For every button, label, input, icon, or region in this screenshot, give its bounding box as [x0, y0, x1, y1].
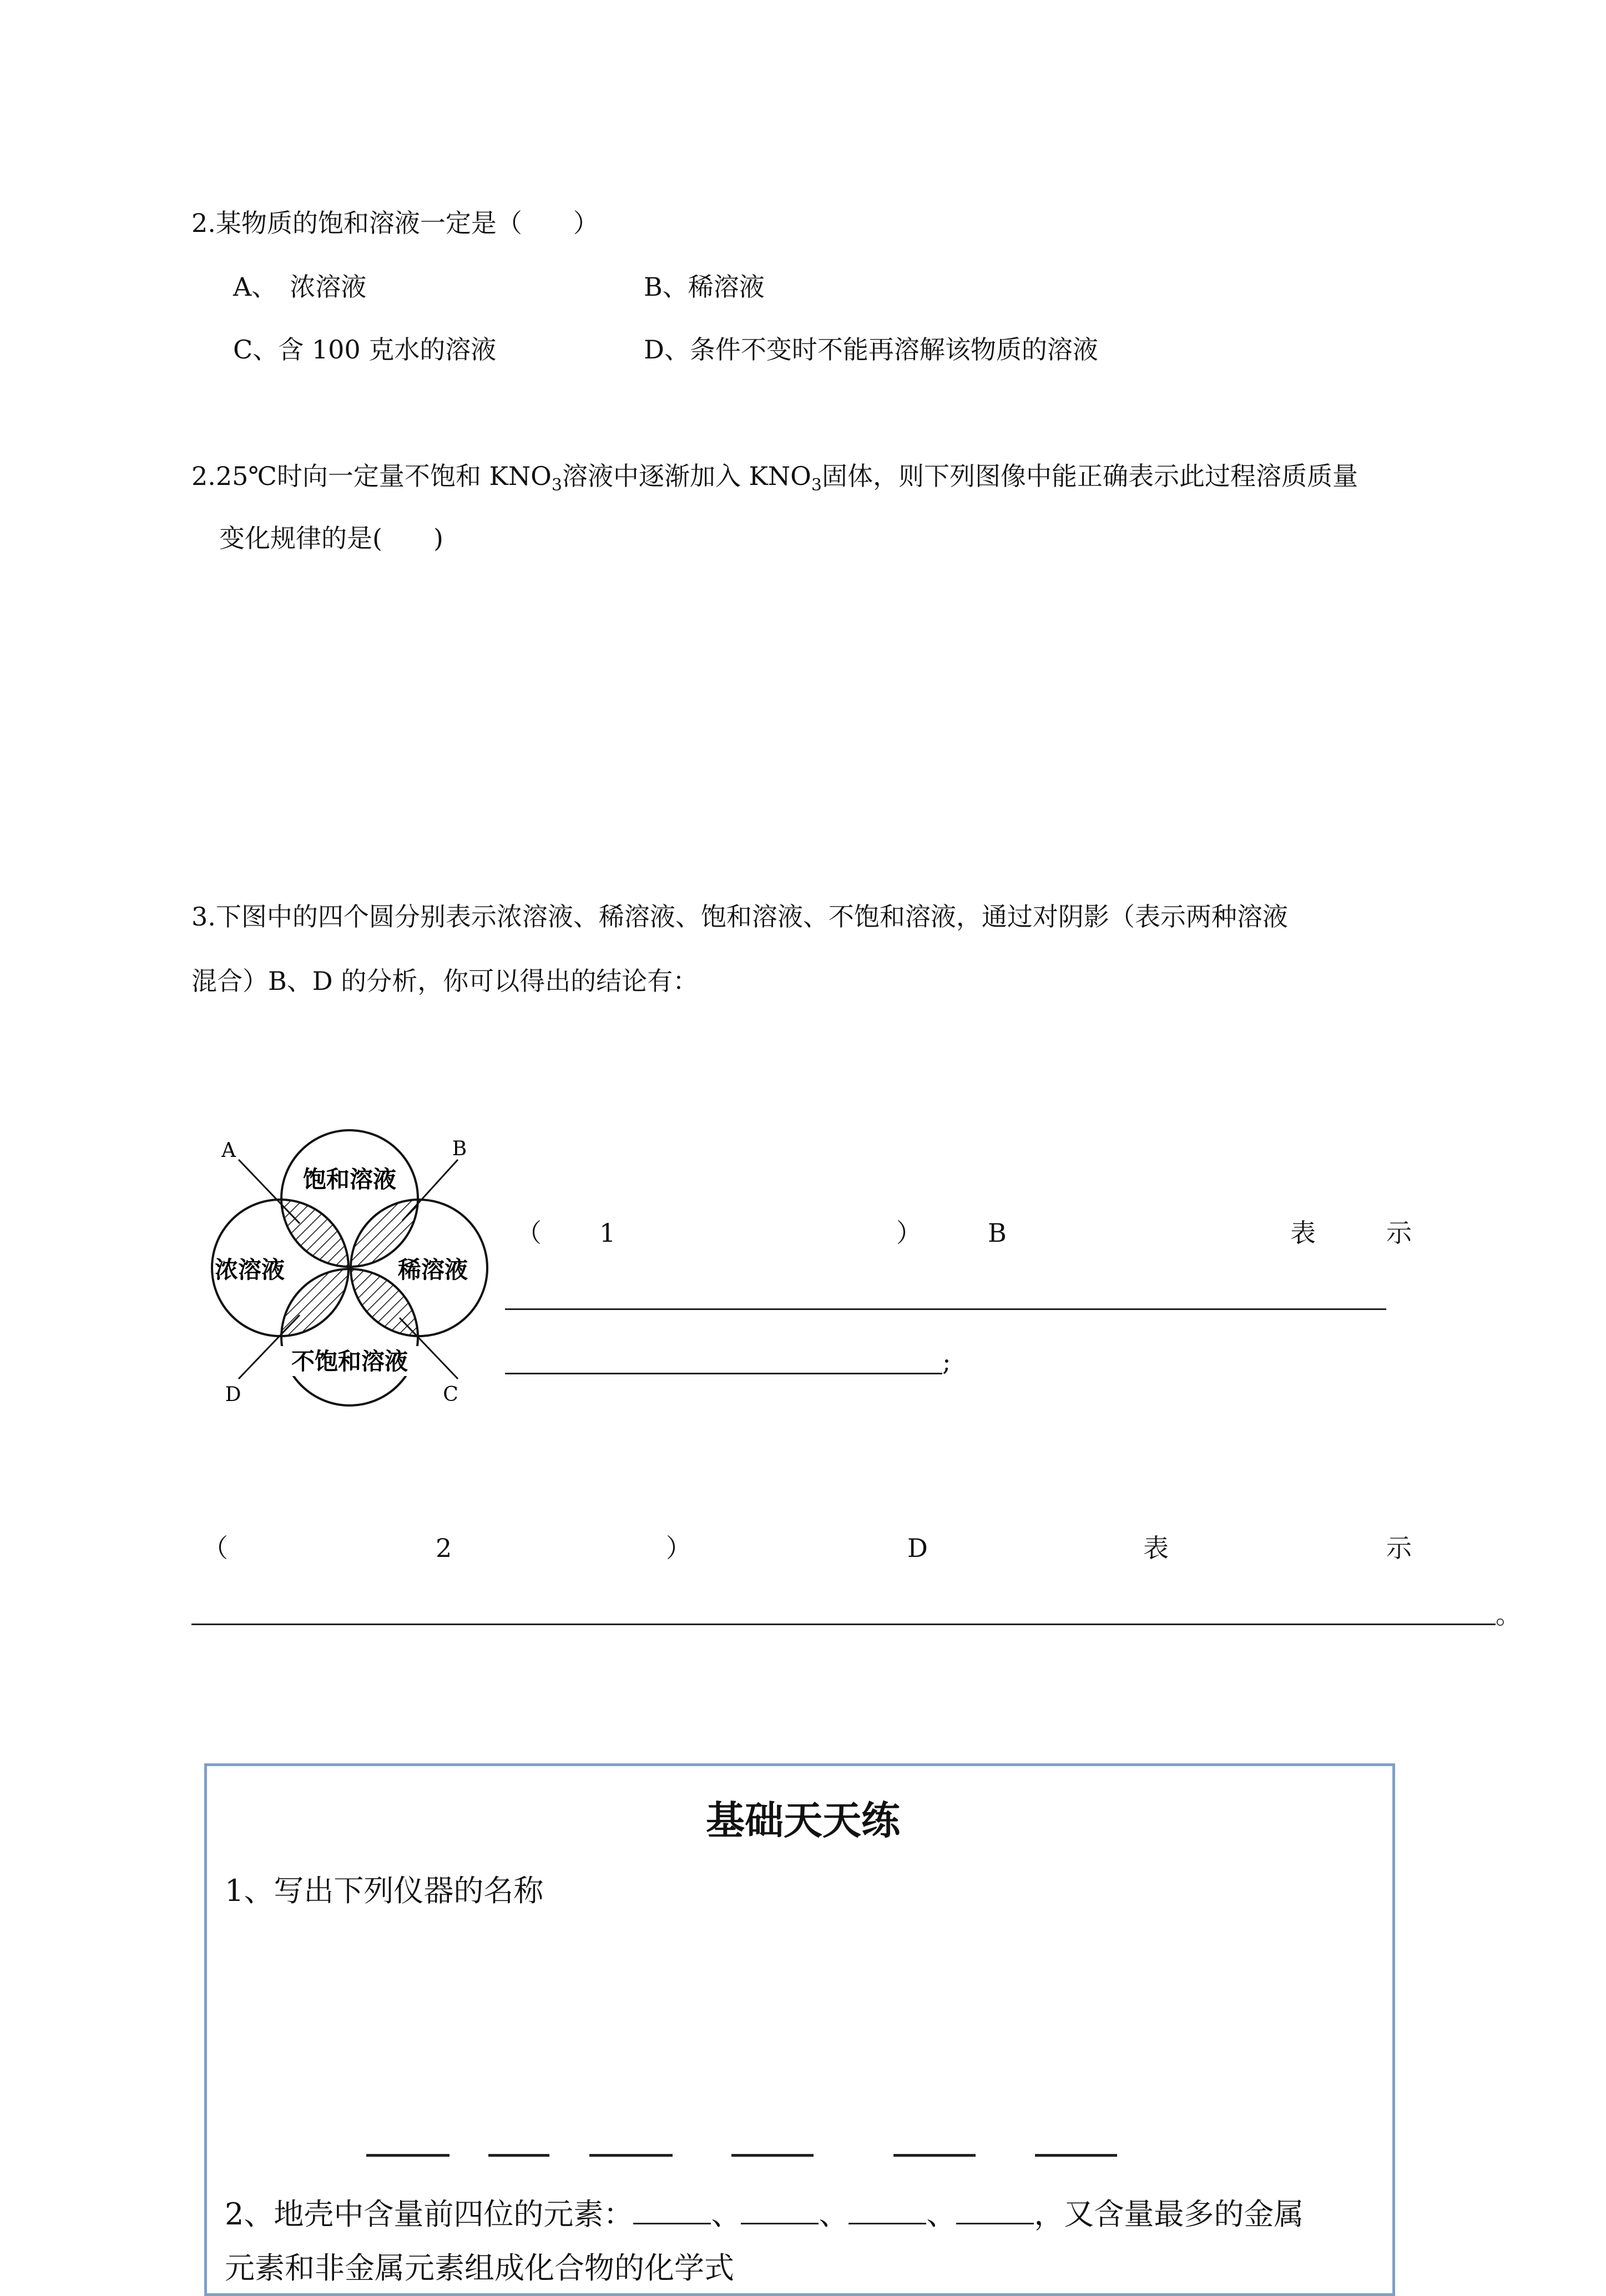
- venn-diagram: [200, 1126, 499, 1426]
- question-2-line-2: 变化规律的是( ): [219, 523, 443, 553]
- element-blank-4: [956, 2198, 1034, 2224]
- practice-item-2-line-2: 元素和非金属元素组成化合物的化学式: [225, 2251, 734, 2285]
- blank-5: [893, 2154, 976, 2157]
- blank-6: [1035, 2154, 1117, 2157]
- sep-1: 、: [711, 2197, 741, 2232]
- question-3-line-1: 3.下图中的四个圆分别表示浓溶液、稀溶液、饱和溶液、不饱和溶液，通过对阴影（表示两种溶液: [191, 902, 1288, 932]
- part-2-open: （: [203, 1533, 228, 1563]
- blank-2: [488, 2154, 549, 2157]
- practice-item-2: [225, 2196, 1304, 2233]
- part-2-letter: D: [907, 1533, 928, 1563]
- question-3-line-2: 混合）B、D 的分析，你可以得出的结论有：: [191, 966, 699, 996]
- label-unsaturated: 不饱和溶液: [291, 1348, 408, 1375]
- label-d: D: [225, 1383, 241, 1406]
- part-1-number: 1: [599, 1218, 616, 1248]
- answer-line-2: [191, 1624, 1496, 1625]
- option-a: A、 浓溶液: [233, 272, 367, 302]
- sep-2: 、: [819, 2197, 849, 2232]
- sep-3: 、: [926, 2197, 957, 2232]
- part-2-word-1: 表: [1143, 1533, 1169, 1563]
- part-1-open: （: [516, 1218, 542, 1248]
- part-2-word-2: 示: [1386, 1533, 1412, 1563]
- circle-unsaturated: [281, 1269, 418, 1405]
- question-1-stem: 2.某物质的饱和溶液一定是（ ）: [191, 208, 599, 238]
- element-blank-2: [741, 2198, 819, 2224]
- q2-subscript-1: 3: [551, 476, 562, 495]
- option-c: C、含 100 克水的溶液: [233, 335, 497, 365]
- part-1-end: ;: [942, 1347, 951, 1377]
- question-2-line-1: [191, 459, 1358, 502]
- q2-text-2: 溶液中逐渐加入 KNO: [562, 461, 811, 491]
- label-b: B: [452, 1137, 467, 1160]
- blank-1: [366, 2154, 450, 2157]
- part-2-close: ）: [666, 1533, 691, 1563]
- label-dilute: 稀溶液: [397, 1256, 468, 1283]
- label-c: C: [443, 1383, 458, 1406]
- item-2-tail: ，又含量最多的金属: [1034, 2197, 1304, 2232]
- label-a: A: [221, 1139, 236, 1162]
- q2-text-1: 2.25℃时向一定量不饱和 KNO: [191, 461, 552, 491]
- part-2-end: 。: [1496, 1600, 1521, 1630]
- answer-line-1b: [505, 1373, 942, 1374]
- blank-4: [731, 2154, 814, 2157]
- element-blank-1: [633, 2198, 711, 2224]
- option-b: B、稀溶液: [644, 272, 765, 302]
- answer-line-1a: [505, 1308, 1386, 1310]
- blank-3: [589, 2154, 673, 2157]
- part-1-letter: B: [988, 1218, 1007, 1248]
- circle-saturated: [281, 1130, 418, 1267]
- practice-item-1: 1、写出下列仪器的名称: [225, 1873, 544, 1908]
- q2-subscript-2: 3: [811, 476, 822, 495]
- part-1-word-1: 表: [1290, 1218, 1316, 1248]
- practice-box-title: 基础天天练: [706, 1797, 900, 1843]
- part-1-word-2: 示: [1386, 1218, 1412, 1248]
- item-2-lead: 2、地壳中含量前四位的元素：: [225, 2197, 634, 2232]
- q2-text-3: 固体，则下列图像中能正确表示此过程溶质质量: [821, 461, 1358, 491]
- label-concentrated: 浓溶液: [214, 1256, 285, 1283]
- element-blank-3: [849, 2198, 926, 2224]
- label-saturated: 饱和溶液: [302, 1166, 397, 1193]
- part-1-close: ）: [896, 1218, 922, 1248]
- option-d: D、条件不变时不能再溶解该物质的溶液: [644, 335, 1098, 365]
- part-2-number: 2: [436, 1533, 452, 1563]
